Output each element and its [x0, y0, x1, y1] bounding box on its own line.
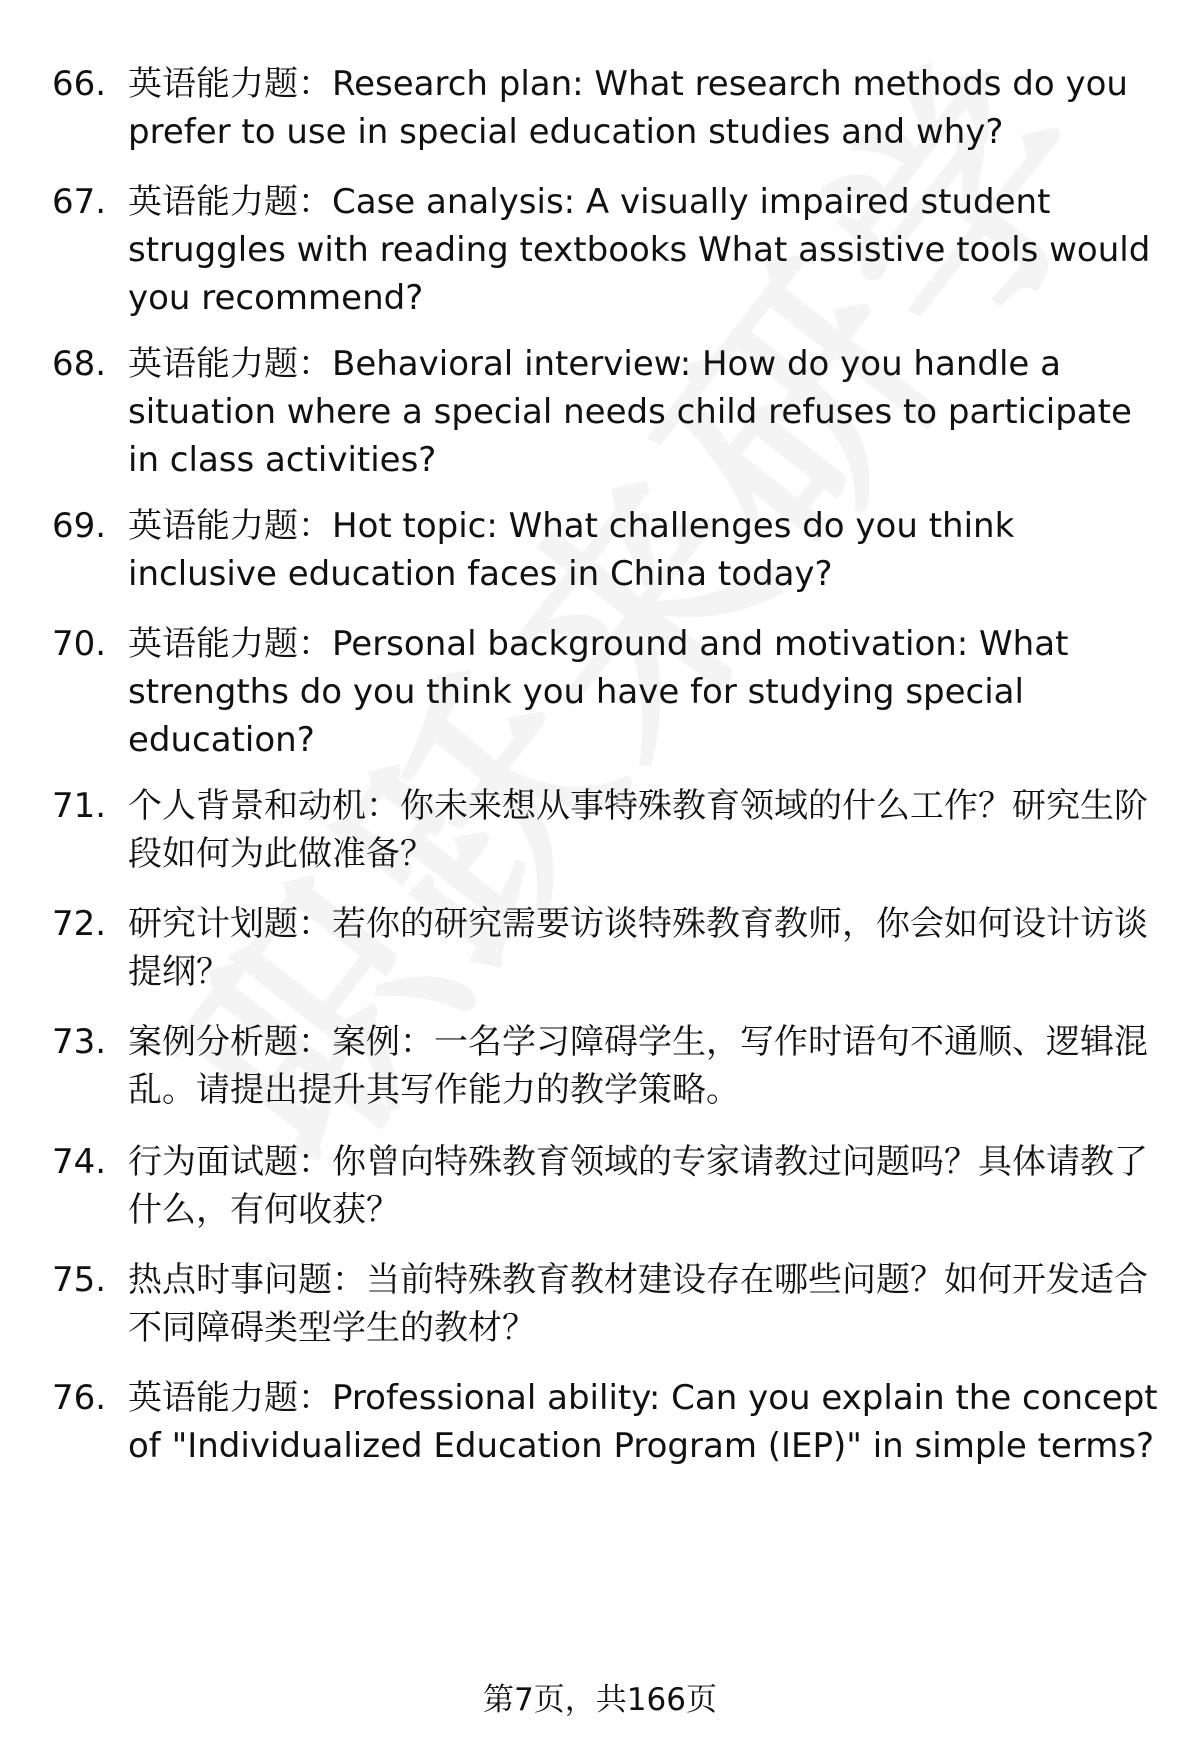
- question-number: 76.: [52, 1378, 107, 1418]
- question-number: 75.: [52, 1260, 107, 1300]
- page-footer: 第7页，共166页: [483, 1682, 717, 1718]
- question-text: 个人背景和动机：你未来想从事特殊教育领域的什么工作？研究生阶段如何为此做准备？: [128, 786, 1148, 874]
- question-text: 热点时事问题：当前特殊教育教材建设存在哪些问题？如何开发适合不同障碍类型学生的教材？: [128, 1260, 1148, 1348]
- question-text: 英语能力题：Research plan: What research methods do you prefer to use in special education studies and why?: [128, 64, 1128, 152]
- question-text: 英语能力题：Professional ability: Can you explain the concept of "Individualized Education Program (IEP)" in simple terms?: [128, 1378, 1158, 1466]
- question-text: 行为面试题：你曾向特殊教育领域的专家请教过问题吗？具体请教了什么，有何收获？: [128, 1142, 1148, 1230]
- question-text: 研究计划题：若你的研究需要访谈特殊教育教师，你会如何设计访谈提纲？: [128, 904, 1148, 992]
- question-number: 68.: [52, 344, 107, 384]
- question-text: 英语能力题：Hot topic: What challenges do you think inclusive education faces in China today?: [128, 506, 1015, 594]
- question-text: 英语能力题：Case analysis: A visually impaired student struggles with reading textbooks What assistive tools would you recommend?: [128, 182, 1151, 318]
- question-number: 74.: [52, 1142, 107, 1182]
- question-text: 英语能力题：Behavioral interview: How do you handle a situation where a special needs child refuses to participate in class activities?: [128, 344, 1132, 480]
- question-text: 英语能力题：Personal background and motivation: What strengths do you think you have for studying special education?: [128, 624, 1069, 760]
- question-number: 71.: [52, 786, 107, 826]
- question-number: 67.: [52, 182, 107, 222]
- question-number: 70.: [52, 624, 107, 664]
- question-number: 69.: [52, 506, 107, 546]
- question-number: 73.: [52, 1022, 107, 1062]
- question-number: 72.: [52, 904, 107, 944]
- question-text: 案例分析题：案例：一名学习障碍学生，写作时语句不通顺、逻辑混乱。请提出提升其写作能力的教学策略。: [128, 1022, 1148, 1110]
- question-number: 66.: [52, 64, 107, 104]
